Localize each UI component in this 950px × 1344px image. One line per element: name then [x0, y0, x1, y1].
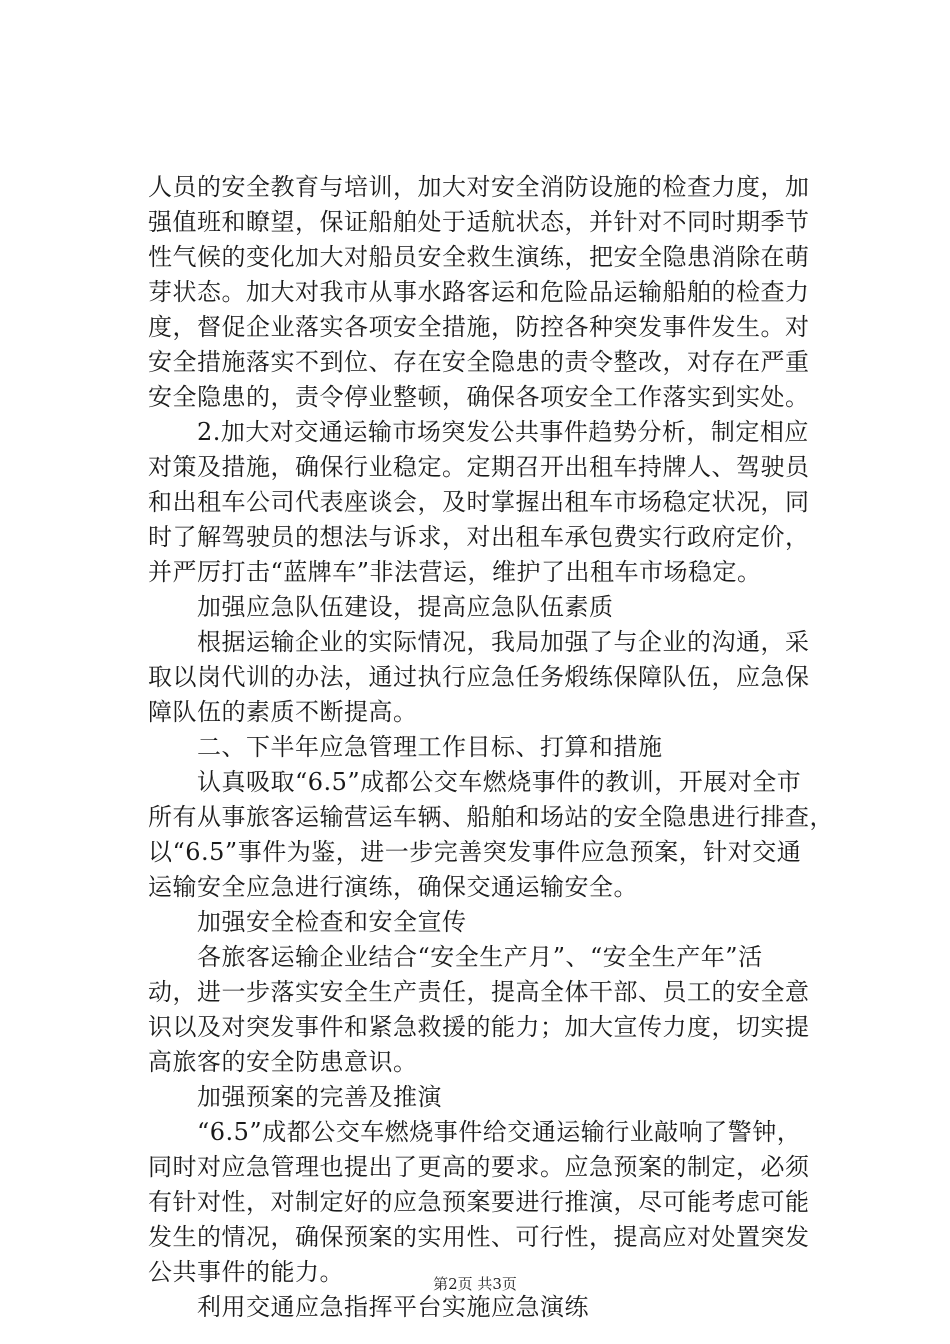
- text-line: 2.加大对交通运输市场突发公共事件趋势分析，制定相应: [148, 418, 809, 446]
- text-line: 各旅客运输企业结合“安全生产月”、“安全生产年”活: [148, 943, 763, 971]
- text-line: 度，督促企业落实各项安全措施，防控各种突发事件发生。对: [148, 313, 810, 341]
- text-line: 所有从事旅客运输营运车辆、船舶和场站的安全隐患进行排查，: [148, 803, 834, 831]
- text-line: 安全隐患的，责令停业整顿，确保各项安全工作落实到实处。: [148, 383, 810, 411]
- text-line: 障队伍的素质不断提高。: [148, 698, 418, 726]
- text-line: 动，进一步落实安全生产责任，提高全体干部、员工的安全意: [148, 978, 810, 1006]
- text-line: 并严厉打击“蓝牌车”非法营运，维护了出租车市场稳定。: [148, 558, 762, 586]
- text-line: 公共事件的能力。: [148, 1258, 344, 1286]
- document-body: [148, 170, 834, 1325]
- text-line: 时了解驾驶员的想法与诉求，对出租车承包费实行政府定价，: [148, 523, 810, 551]
- text-line: 芽状态。加大对我市从事水路客运和危险品运输船舶的检查力: [148, 278, 810, 306]
- section-heading: 加强预案的完善及推演: [148, 1083, 442, 1111]
- text-line: 人员的安全教育与培训，加大对安全消防设施的检查力度，加: [148, 173, 810, 201]
- text-line: 识以及对突发事件和紧急救援的能力；加大宣传力度，切实提: [148, 1013, 810, 1041]
- section-heading: 利用交通应急指挥平台实施应急演练: [148, 1293, 589, 1321]
- text-line: 性气候的变化加大对船员安全救生演练，把安全隐患消除在萌: [148, 243, 810, 271]
- text-line: 认真吸取“6.5”成都公交车燃烧事件的教训，开展对全市: [148, 768, 802, 796]
- section-heading: 加强应急队伍建设，提高应急队伍素质: [148, 593, 614, 621]
- text-line: 高旅客的安全防患意识。: [148, 1048, 418, 1076]
- text-line: 有针对性，对制定好的应急预案要进行推演，尽可能考虑可能: [148, 1188, 810, 1216]
- section-heading: 二、下半年应急管理工作目标、打算和措施: [148, 733, 663, 761]
- text-line: 发生的情况，确保预案的实用性、可行性，提高应对处置突发: [148, 1223, 810, 1251]
- text-line: 取以岗代训的办法，通过执行应急任务煅练保障队伍，应急保: [148, 663, 810, 691]
- text-line: 和出租车公司代表座谈会，及时掌握出租车市场稳定状况，同: [148, 488, 810, 516]
- text-line: 运输安全应急进行演练，确保交通运输安全。: [148, 873, 638, 901]
- text-line: 根据运输企业的实际情况，我局加强了与企业的沟通，采: [148, 628, 810, 656]
- text-line: 安全措施落实不到位、存在安全隐患的责令整改，对存在严重: [148, 348, 810, 376]
- page-number-footer: 第2页 共3页: [433, 1275, 517, 1293]
- section-heading: 加强安全检查和安全宣传: [148, 908, 467, 936]
- text-line: “6.5”成都公交车燃烧事件给交通运输行业敲响了警钟，: [148, 1118, 802, 1146]
- text-line: 对策及措施，确保行业稳定。定期召开出租车持牌人、驾驶员: [148, 453, 810, 481]
- text-line: 同时对应急管理也提出了更高的要求。应急预案的制定，必须: [148, 1153, 810, 1181]
- text-line: 以“6.5”事件为鉴，进一步完善突发事件应急预案，针对交通: [148, 838, 802, 866]
- text-line: 强值班和瞭望，保证船舶处于适航状态，并针对不同时期季节: [148, 208, 810, 236]
